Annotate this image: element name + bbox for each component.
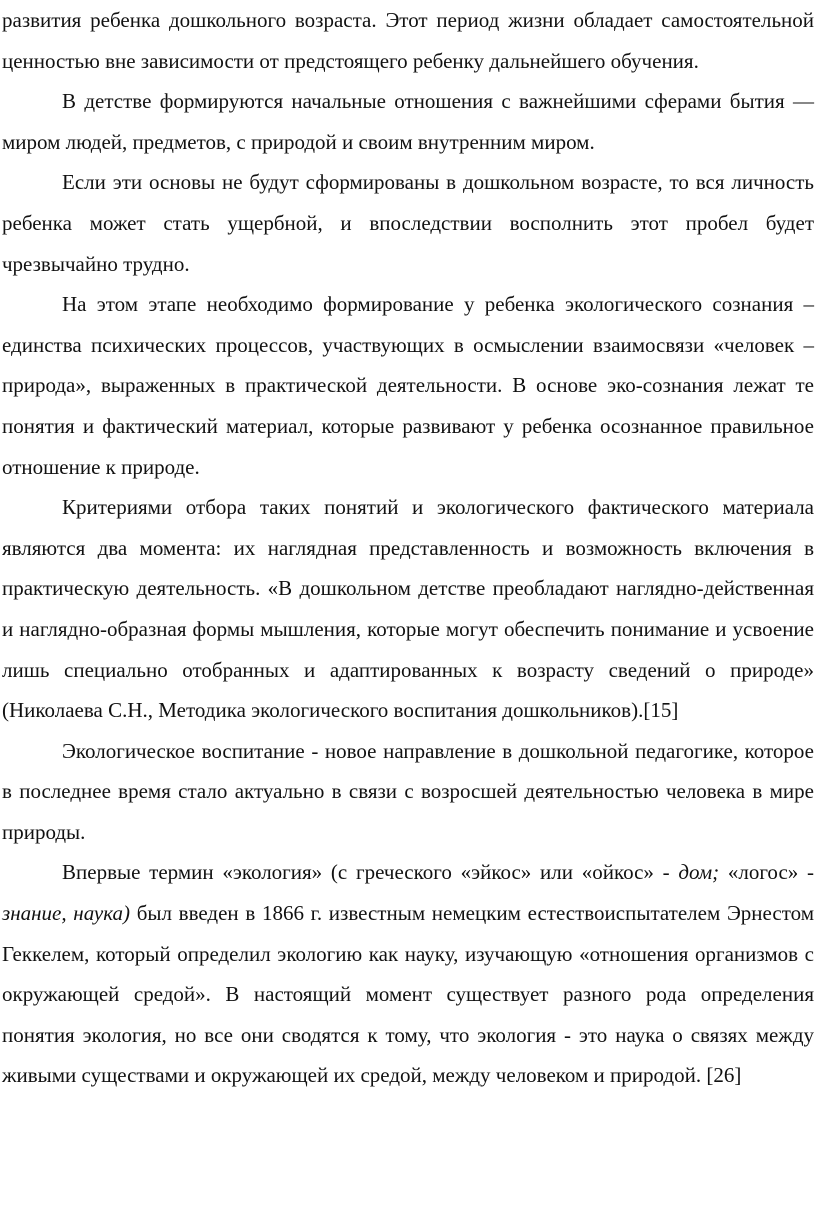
paragraph-preschool-foundations: Если эти основы не будут сформированы в дошкольном возрасте, то вся личность ребенка может стать ущербной, и впоследствии восполнить этот пробел будет чрезвычайно трудно. — [2, 170, 814, 276]
ecology-term-italic-2: знание, наука) — [2, 901, 131, 926]
ecology-term-text-1: Впервые термин «экология» (с греческого «эйкос» или «ойкос» - — [62, 860, 679, 885]
paragraph-ecology-term — [2, 852, 814, 1096]
ecology-term-text-2: «логос» - — [719, 860, 814, 885]
paragraph-ecological-consciousness: На этом этапе необходимо формирование у ребенка экологического сознания – единства психических процессов, участвующих в осмыслении взаимосвязи «человек – природа», выраженных в практической деятельности. В основе эко-сознания лежат те понятия и фактический материал, которые развивают у ребенка осознанное правильное отношение к природе. — [2, 292, 814, 479]
ecology-term-text-3: был введен в 1866 г. известным немецким естествоиспытателем Эрнестом Геккелем, который определил экологию как науку, изучающую «отношения организмов с окружающей средой». В настоящий момент существует разного рода определения понятия экология, но все они сводятся к тому, что экология - это наука о связях между живыми существами и окружающей их средой, между человеком и природой. [26] — [2, 901, 815, 1088]
paragraph-selection-criteria: Критериями отбора таких понятий и экологического фактического материала являются два момента: их наглядная представленность и возможность включения в практическую деятельность. «В дошкольном детстве преобладают наглядно-действенная и наглядно-образная формы мышления, которые могут обеспечить понимание и усвоение лишь специально отобранных и адаптированных к возрасту сведений о природе» (Николаева С.Н., Методика экологического воспитания дошкольников).[15] — [2, 495, 814, 723]
paragraph-intro-continuation: развития ребенка дошкольного возраста. Этот период жизни обладает самостоятельной ценностью вне зависимости от предстоящего ребенку дальнейшего обучения. — [2, 8, 814, 73]
ecology-term-italic-1: дом; — [678, 860, 720, 885]
paragraph-childhood-relations: В детстве формируются начальные отношения с важнейшими сферами бытия — миром людей, предметов, с природой и своим внутренним миром. — [2, 89, 814, 154]
paragraph-ecological-education: Экологическое воспитание - новое направление в дошкольной педагогике, которое в последнее время стало актуально в связи с возросшей деятельностью человека в мире природы. — [2, 738, 814, 844]
